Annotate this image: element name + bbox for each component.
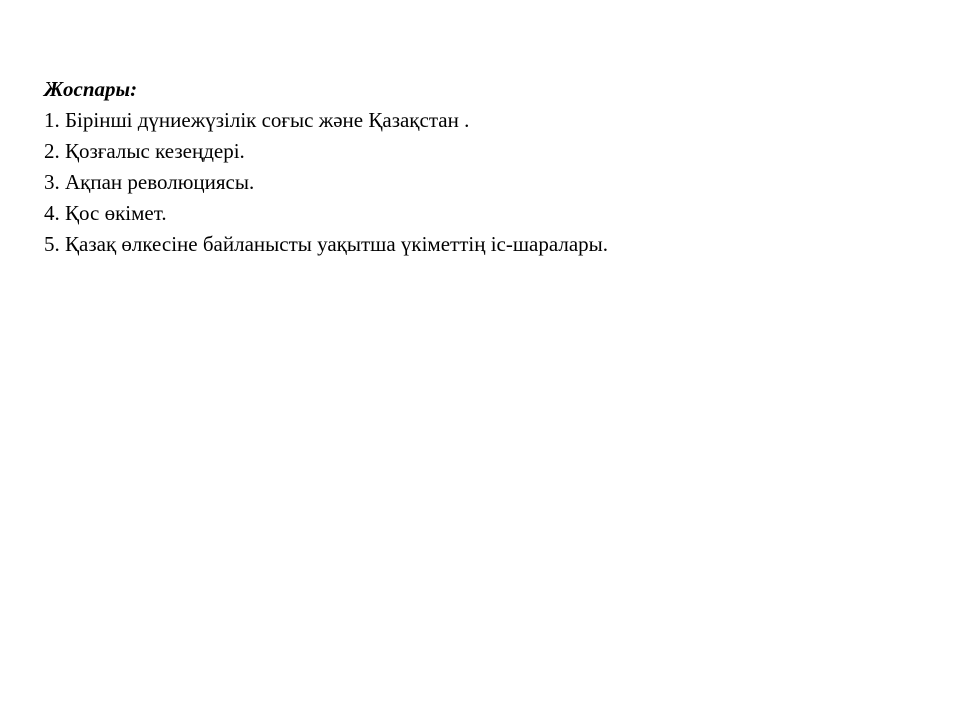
- plan-item-1: 1. Бірінші дүниежүзілік соғыс және Қазақстан .: [44, 108, 470, 132]
- plan-item-3: 3. Ақпан революциясы.: [44, 170, 255, 194]
- plan-text-box: [44, 74, 924, 260]
- plan-item-5: 5. Қазақ өлкесіне байланысты уақытша үкіметтің іс-шаралары.: [44, 232, 609, 256]
- plan-item-2: 2. Қозғалыс кезеңдері.: [44, 139, 245, 163]
- plan-heading: Жоспары:: [44, 77, 138, 101]
- plan-item-4: 4. Қос өкімет.: [44, 201, 167, 225]
- plan-list: [44, 105, 924, 260]
